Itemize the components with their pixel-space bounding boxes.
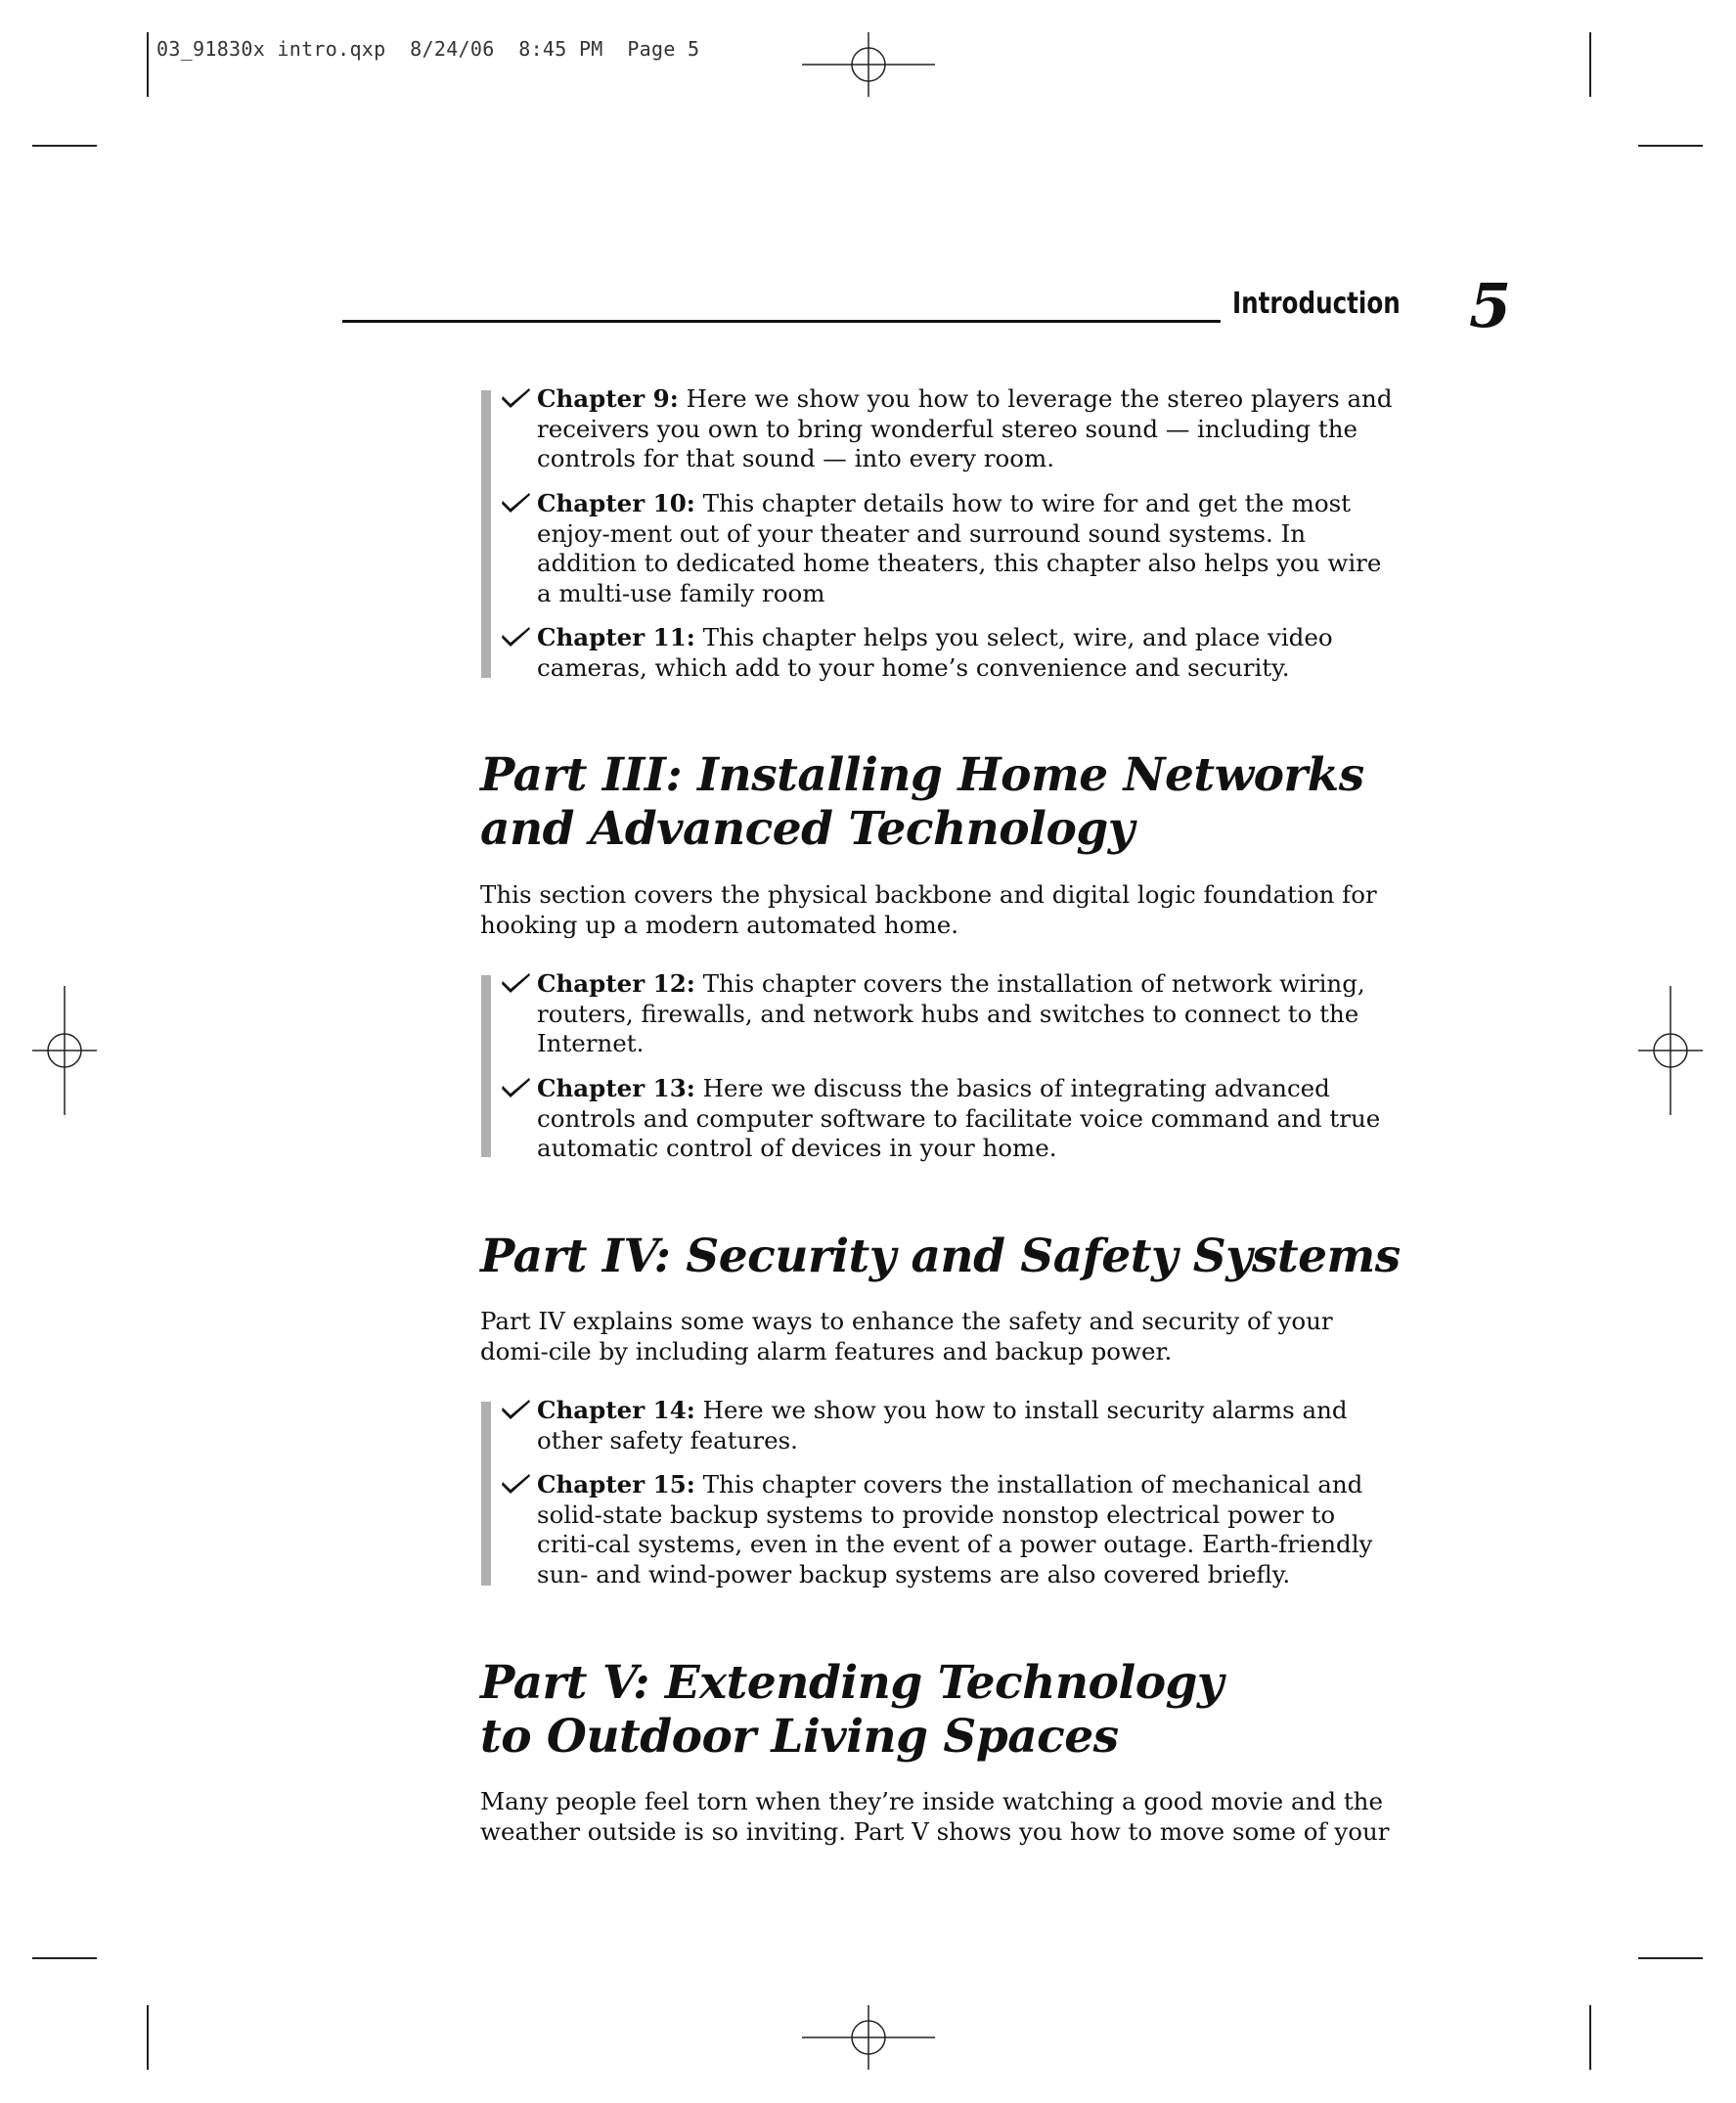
- heading-line: Part V: Extending Technology: [480, 1656, 1224, 1710]
- section-heading: Part IV: Security and Safety Systems: [480, 1230, 1401, 1283]
- section-intro: This section covers the physical backbone and digital logic foundation for hooking up a modern automated home.: [480, 880, 1377, 939]
- list-item: [537, 1396, 1398, 1455]
- list-side-bar: [481, 390, 491, 678]
- heading-line: and Advanced Technology: [480, 802, 1135, 856]
- chapter-label: Chapter 13:: [537, 1074, 695, 1102]
- checkmark-icon: [502, 1398, 531, 1421]
- list-item: [537, 1074, 1398, 1164]
- registration-mark-right-icon: [1638, 986, 1703, 1115]
- running-head-rule: [342, 320, 1221, 323]
- list-side-bar: [481, 975, 491, 1157]
- crop-mark: [1589, 2005, 1591, 2070]
- slug-page: Page 5: [627, 37, 700, 61]
- slug-time: 8:45 PM: [518, 37, 603, 61]
- registration-mark-top-icon: [802, 32, 935, 97]
- chapter-description: Here we show you how to leverage the stereo players and receivers you own to bring wonderful stereo sound — including the controls for that sound — into every room.: [537, 384, 1393, 473]
- section-heading: [480, 1656, 1458, 1764]
- list-item: [537, 1470, 1398, 1589]
- list-item: [537, 623, 1398, 683]
- chapter-description: This chapter details how to wire for and get the most enjoy-ment out of your theater and surround sound systems. In addition to dedicated home theaters, this chapter also helps you wire a multi-use family room: [537, 489, 1382, 607]
- checkmark-icon: [502, 1472, 531, 1496]
- chapter-label: Chapter 15:: [537, 1470, 695, 1499]
- crop-mark: [1638, 145, 1703, 147]
- chapter-description: Here we show you how to install security alarms and other safety features.: [537, 1396, 1348, 1454]
- heading-line: Part III: Installing Home Networks: [480, 748, 1364, 802]
- chapter-label: Chapter 9:: [537, 384, 679, 413]
- chapter-label: Chapter 10:: [537, 489, 695, 517]
- running-head-title: Introduction: [1232, 287, 1401, 321]
- crop-mark: [1589, 32, 1591, 97]
- chapter-description: Here we discuss the basics of integrating advanced controls and computer software to facilitate voice command and true automatic control of devices in your home.: [537, 1074, 1381, 1163]
- page-number: 5: [1469, 270, 1512, 341]
- chapter-label: Chapter 14:: [537, 1396, 695, 1424]
- checkmark-icon: [502, 625, 531, 649]
- checkmark-icon: [502, 491, 531, 515]
- chapter-description: This chapter covers the installation of mechanical and solid-state backup systems to provide nonstop electrical power to criti-cal systems, even in the event of a power outage. Earth-friendly sun- and wind-power backup systems are also covered briefly.: [537, 1470, 1373, 1588]
- heading-line: to Outdoor Living Spaces: [480, 1710, 1119, 1764]
- chapter-label: Chapter 11:: [537, 623, 695, 651]
- checkmark-icon: [502, 386, 531, 410]
- section-heading: [480, 748, 1458, 856]
- list-side-bar: [481, 1402, 491, 1586]
- list-item: [537, 969, 1398, 1059]
- chapter-description: This chapter covers the installation of network wiring, routers, firewalls, and network hubs and switches to connect to the Internet.: [537, 969, 1365, 1058]
- section-intro: Many people feel torn when they’re inside watching a good movie and the weather outside is so inviting. Part V shows you how to move some of your: [480, 1787, 1390, 1846]
- crop-mark: [32, 1957, 97, 1959]
- slug-date: 8/24/06: [410, 37, 495, 61]
- checkmark-icon: [502, 971, 531, 995]
- crop-mark: [32, 145, 97, 147]
- crop-mark: [1638, 1957, 1703, 1959]
- slug-file: 03_91830x intro.qxp: [156, 37, 386, 61]
- printer-slug: [156, 37, 699, 61]
- crop-mark: [147, 32, 149, 97]
- list-item: [537, 489, 1398, 608]
- checkmark-icon: [502, 1076, 531, 1099]
- chapter-label: Chapter 12:: [537, 969, 695, 998]
- registration-mark-bottom-icon: [802, 2005, 935, 2070]
- chapter-description: This chapter helps you select, wire, and place video cameras, which add to your home’s convenience and security.: [537, 623, 1333, 682]
- section-intro: Part IV explains some ways to enhance the safety and security of your domi-cile by including alarm features and backup power.: [480, 1307, 1333, 1365]
- crop-mark: [147, 2005, 149, 2070]
- list-item: [537, 384, 1398, 474]
- registration-mark-left-icon: [32, 986, 97, 1115]
